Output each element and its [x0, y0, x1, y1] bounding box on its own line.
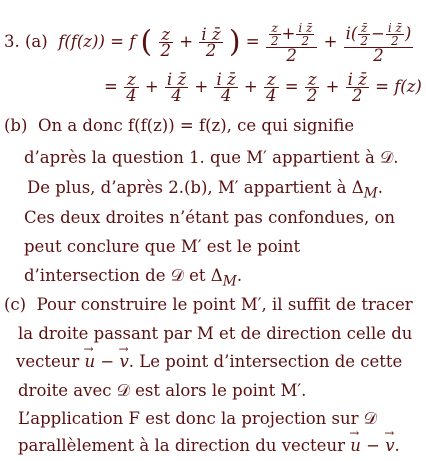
- eq-line-1: 3. (a) f(f(z)) = f ( $\frac{z}{2}$ + $\frac{\text{i z̄}}{2}$ ) = $\frac{z}{2}$ + $\frac{\text{i z̄}}{2}$ 2 + i( $\frac{z̄}{2}$ − $\frac{\text{i z̄}}{2}$ ) 2: [4, 21, 412, 65]
- exercise-number: 3.: [4, 32, 20, 51]
- frac-izbar-2: $\frac{\text{i z̄}}{2}$: [201, 25, 221, 60]
- part-b-label: (b): [4, 116, 28, 135]
- frac-z-2: $\frac{z}{2}$: [160, 25, 172, 60]
- frac-nested-2: i( $\frac{z̄}{2}$ − $\frac{\text{i z̄}}{2}$ ) 2: [345, 21, 412, 65]
- vector-u: → u: [85, 352, 96, 372]
- part-b-line-2: d’après la question 1. que M′ appartient à 𝒟.: [24, 148, 399, 167]
- vector-v-2: → v: [385, 436, 394, 456]
- part-c-line-3: vecteur → u − → v. Le point d’intersection de cette: [16, 352, 402, 372]
- part-c-line-2: la droite passant par M et de direction celle du: [18, 324, 413, 343]
- paren-open: (: [140, 24, 153, 60]
- paren-close: ): [228, 24, 241, 60]
- part-c-line-5: L’application F est donc la projection sur 𝒟: [18, 409, 377, 428]
- part-b-line-3: De plus, d’après 2.(b), M′ appartient à $\Delta_M$.: [27, 178, 383, 202]
- part-a-label: (a): [25, 32, 48, 51]
- part-c-line-6: parallèlement à la direction du vecteur → u − → v.: [18, 436, 400, 456]
- part-b-line-6: d’intersection de 𝒟 et $\Delta_M$.: [24, 266, 243, 290]
- part-b-line-1: (b) On a donc f(f(z)) = f(z), ce qui signifie: [4, 116, 355, 135]
- part-c-line-4: droite avec 𝒟 est alors le point M′.: [18, 381, 307, 400]
- vector-v: → v: [119, 352, 128, 372]
- part-b-line-5: peut conclure que M′ est le point: [24, 237, 301, 256]
- part-c-line-1: (c) Pour construire le point M′, il suffit de tracer: [4, 295, 413, 314]
- lhs: f(f(z)) = f: [58, 32, 136, 51]
- part-b-line-4: Ces deux droites n’étant pas confondues, on: [24, 208, 396, 227]
- vector-u-2: → u: [350, 436, 361, 456]
- eq-line-2: = $\frac{z}{4}$ + $\frac{\text{i z̄}}{4}$ + $\frac{\text{i z̄}}{4}$ + $\frac{z}{4}$ = $\frac{z}{2}$ + $\frac{\text{i z̄}}{2}$ = f(z): [104, 70, 422, 105]
- part-c-label: (c): [4, 295, 27, 314]
- frac-nested-1: $\frac{z}{2}$ + $\frac{\text{i z̄}}{2}$ 2: [266, 22, 317, 63]
